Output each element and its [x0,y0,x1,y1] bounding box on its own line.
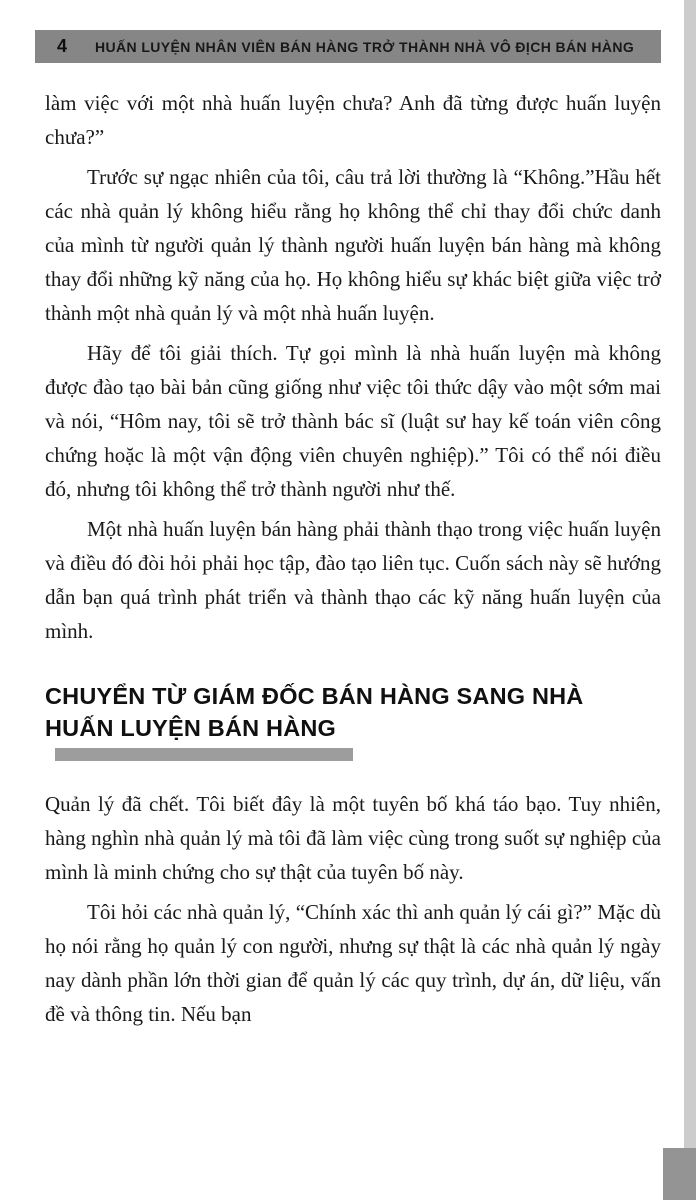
section-heading-line-2: HUẤN LUYỆN BÁN HÀNG [45,715,337,741]
body-paragraph: Quản lý đã chết. Tôi biết đây là một tuyên bố khá táo bạo. Tuy nhiên, hàng nghìn nhà quản lý mà tôi đã làm việc cùng trong suốt sự nghiệp của mình là minh chứng cho sự thật của tuyên bố này. [45,792,661,884]
scan-edge-strip [684,0,696,1200]
running-title: HUẤN LUYỆN NHÂN VIÊN BÁN HÀNG TRỞ THÀNH NHÀ VÔ ĐỊCH BÁN HÀNG [95,38,635,55]
section-heading-line-1: CHUYỂN TỪ GIÁM ĐỐC BÁN HÀNG SANG NHÀ [45,683,584,709]
body-paragraph: Trước sự ngạc nhiên của tôi, câu trả lời thường là “Không.”Hầu hết các nhà quản lý không hiểu rằng họ không thể chỉ thay đổi chức danh của mình từ người quản lý thành người huấn luyện bán hàng mà không thay đổi những kỹ năng của họ. Họ không hiểu sự khác biệt giữa việc trở thành một nhà quản lý và một nhà huấn luyện. [45,165,661,325]
running-header-bar [35,30,661,63]
section-heading [45,680,661,761]
body-paragraph: Tôi hỏi các nhà quản lý, “Chính xác thì anh quản lý cái gì?” Mặc dù họ nói rằng họ quản lý con người, nhưng sự thật là các nhà quản lý ngày nay dành phần lớn thời gian để quản lý các quy trình, dự án, dữ liệu, vấn đề và thông tin. Nếu bạn [45,900,661,1026]
scan-corner-block [663,1148,696,1200]
page-body [45,86,661,1037]
body-paragraph: Hãy để tôi giải thích. Tự gọi mình là nhà huấn luyện mà không được đào tạo bài bản cũng giống như việc tôi thức dậy vào một sớm mai và nói, “Hôm nay, tôi sẽ trở thành bác sĩ (luật sư hay kế toán viên công chứng hoặc là một vận động viên chuyên nghiệp).” Tôi có thể nói điều đó, nhưng tôi không thể trở thành người như thế. [45,341,661,501]
body-paragraph: Một nhà huấn luyện bán hàng phải thành thạo trong việc huấn luyện và điều đó đòi hỏi phải học tập, đào tạo liên tục. Cuốn sách này sẽ hướng dẫn bạn quá trình phát triển và thành thạo các kỹ năng huấn luyện của mình. [45,517,661,643]
page-number: 4 [57,36,68,56]
heading-underline-bar [55,748,353,761]
body-paragraph: làm việc với một nhà huấn luyện chưa? Anh đã từng được huấn luyện chưa?” [45,91,661,149]
